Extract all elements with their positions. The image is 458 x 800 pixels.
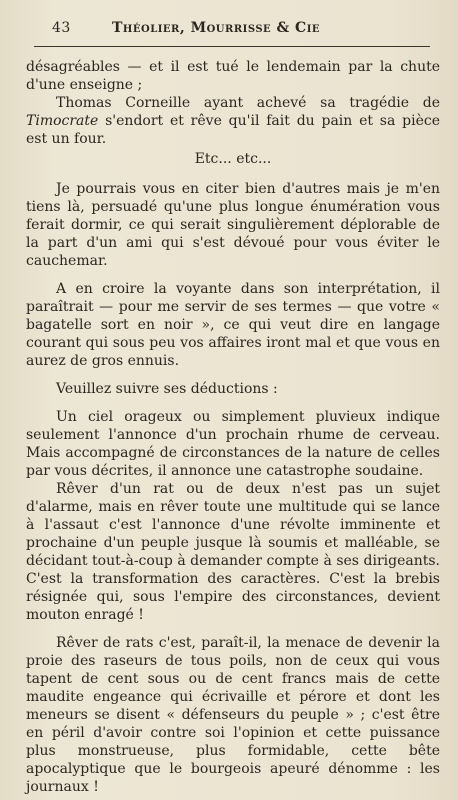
paragraph: Etc... etc... xyxy=(194,151,272,167)
page-number: 43 xyxy=(52,20,71,36)
paragraph: Veuillez suivre ses déductions : xyxy=(56,381,278,397)
header-rule xyxy=(34,46,430,47)
paragraph: Rêver d'un rat ou de deux n'est pas un sujet d'alarme, mais en rêver toute une multitude qui se lance à l'assaut c'est l'annonce d'une révolte imminente et prochaine d'un peuple jusque là soumis et malléable, se décidant tout-à-coup à demander compte à ses dirigeants. C'est la transformation des caractères. C'est la brebis résignée qui, sous l'empire des circonstances, devient mouton enragé ! xyxy=(26,481,440,623)
page-header xyxy=(52,20,432,36)
body-text xyxy=(26,58,440,796)
paragraph: Je pourrais vous en citer bien d'autres mais je m'en tiens là, persuadé qu'une plus longue énumération vous ferait dormir, ce qui serait singulièrement déplorable de la part d'un ami qui s'est dévoué pour vous éviter le cauchemar. xyxy=(26,181,440,269)
italic-title: Timocrate xyxy=(26,113,99,129)
paragraph: Rêver de rats c'est, paraît-il, la menace de devenir la proie des raseurs de tous poils, non de ceux qui vous tapent de cent sous ou de cent francs mais de cette maudite engeance qui écrivaille et pérore et dont les meneurs se disent « défenseurs du peuple » ; c'est être en péril d'avoir contre soi l'opinion et cette puissance plus monstrueuse, plus formidable, cette bête apocalyptique que le bourgeois apeuré dénomme : les journaux ! xyxy=(26,635,440,795)
paragraph: A en croire la voyante dans son interprétation, il paraîtrait — pour me servir de ses termes — que votre « bagatelle sort en noir », ce qui veut dire en langage courant qui sous peu vos affaires iront mal et que vous en aurez de gros ennuis. xyxy=(26,281,440,369)
running-title: Théolier, Mourrisse & Cie xyxy=(112,20,320,36)
paragraph: Thomas Corneille ayant achevé sa tragédie de Timocrate s'endort et rêve qu'il fait du pain et sa pièce est un four. xyxy=(26,95,440,147)
paragraph: désagréables — et il est tué le lendemain par la chute d'une enseigne ; xyxy=(26,59,440,93)
paragraph: Un ciel orageux ou simplement pluvieux indique seulement l'annonce d'un prochain rhume de cerveau. Mais accompagné de circonstances de la nature de celles par vous décrites, il annonce une catastrophe soudaine. xyxy=(26,409,440,479)
